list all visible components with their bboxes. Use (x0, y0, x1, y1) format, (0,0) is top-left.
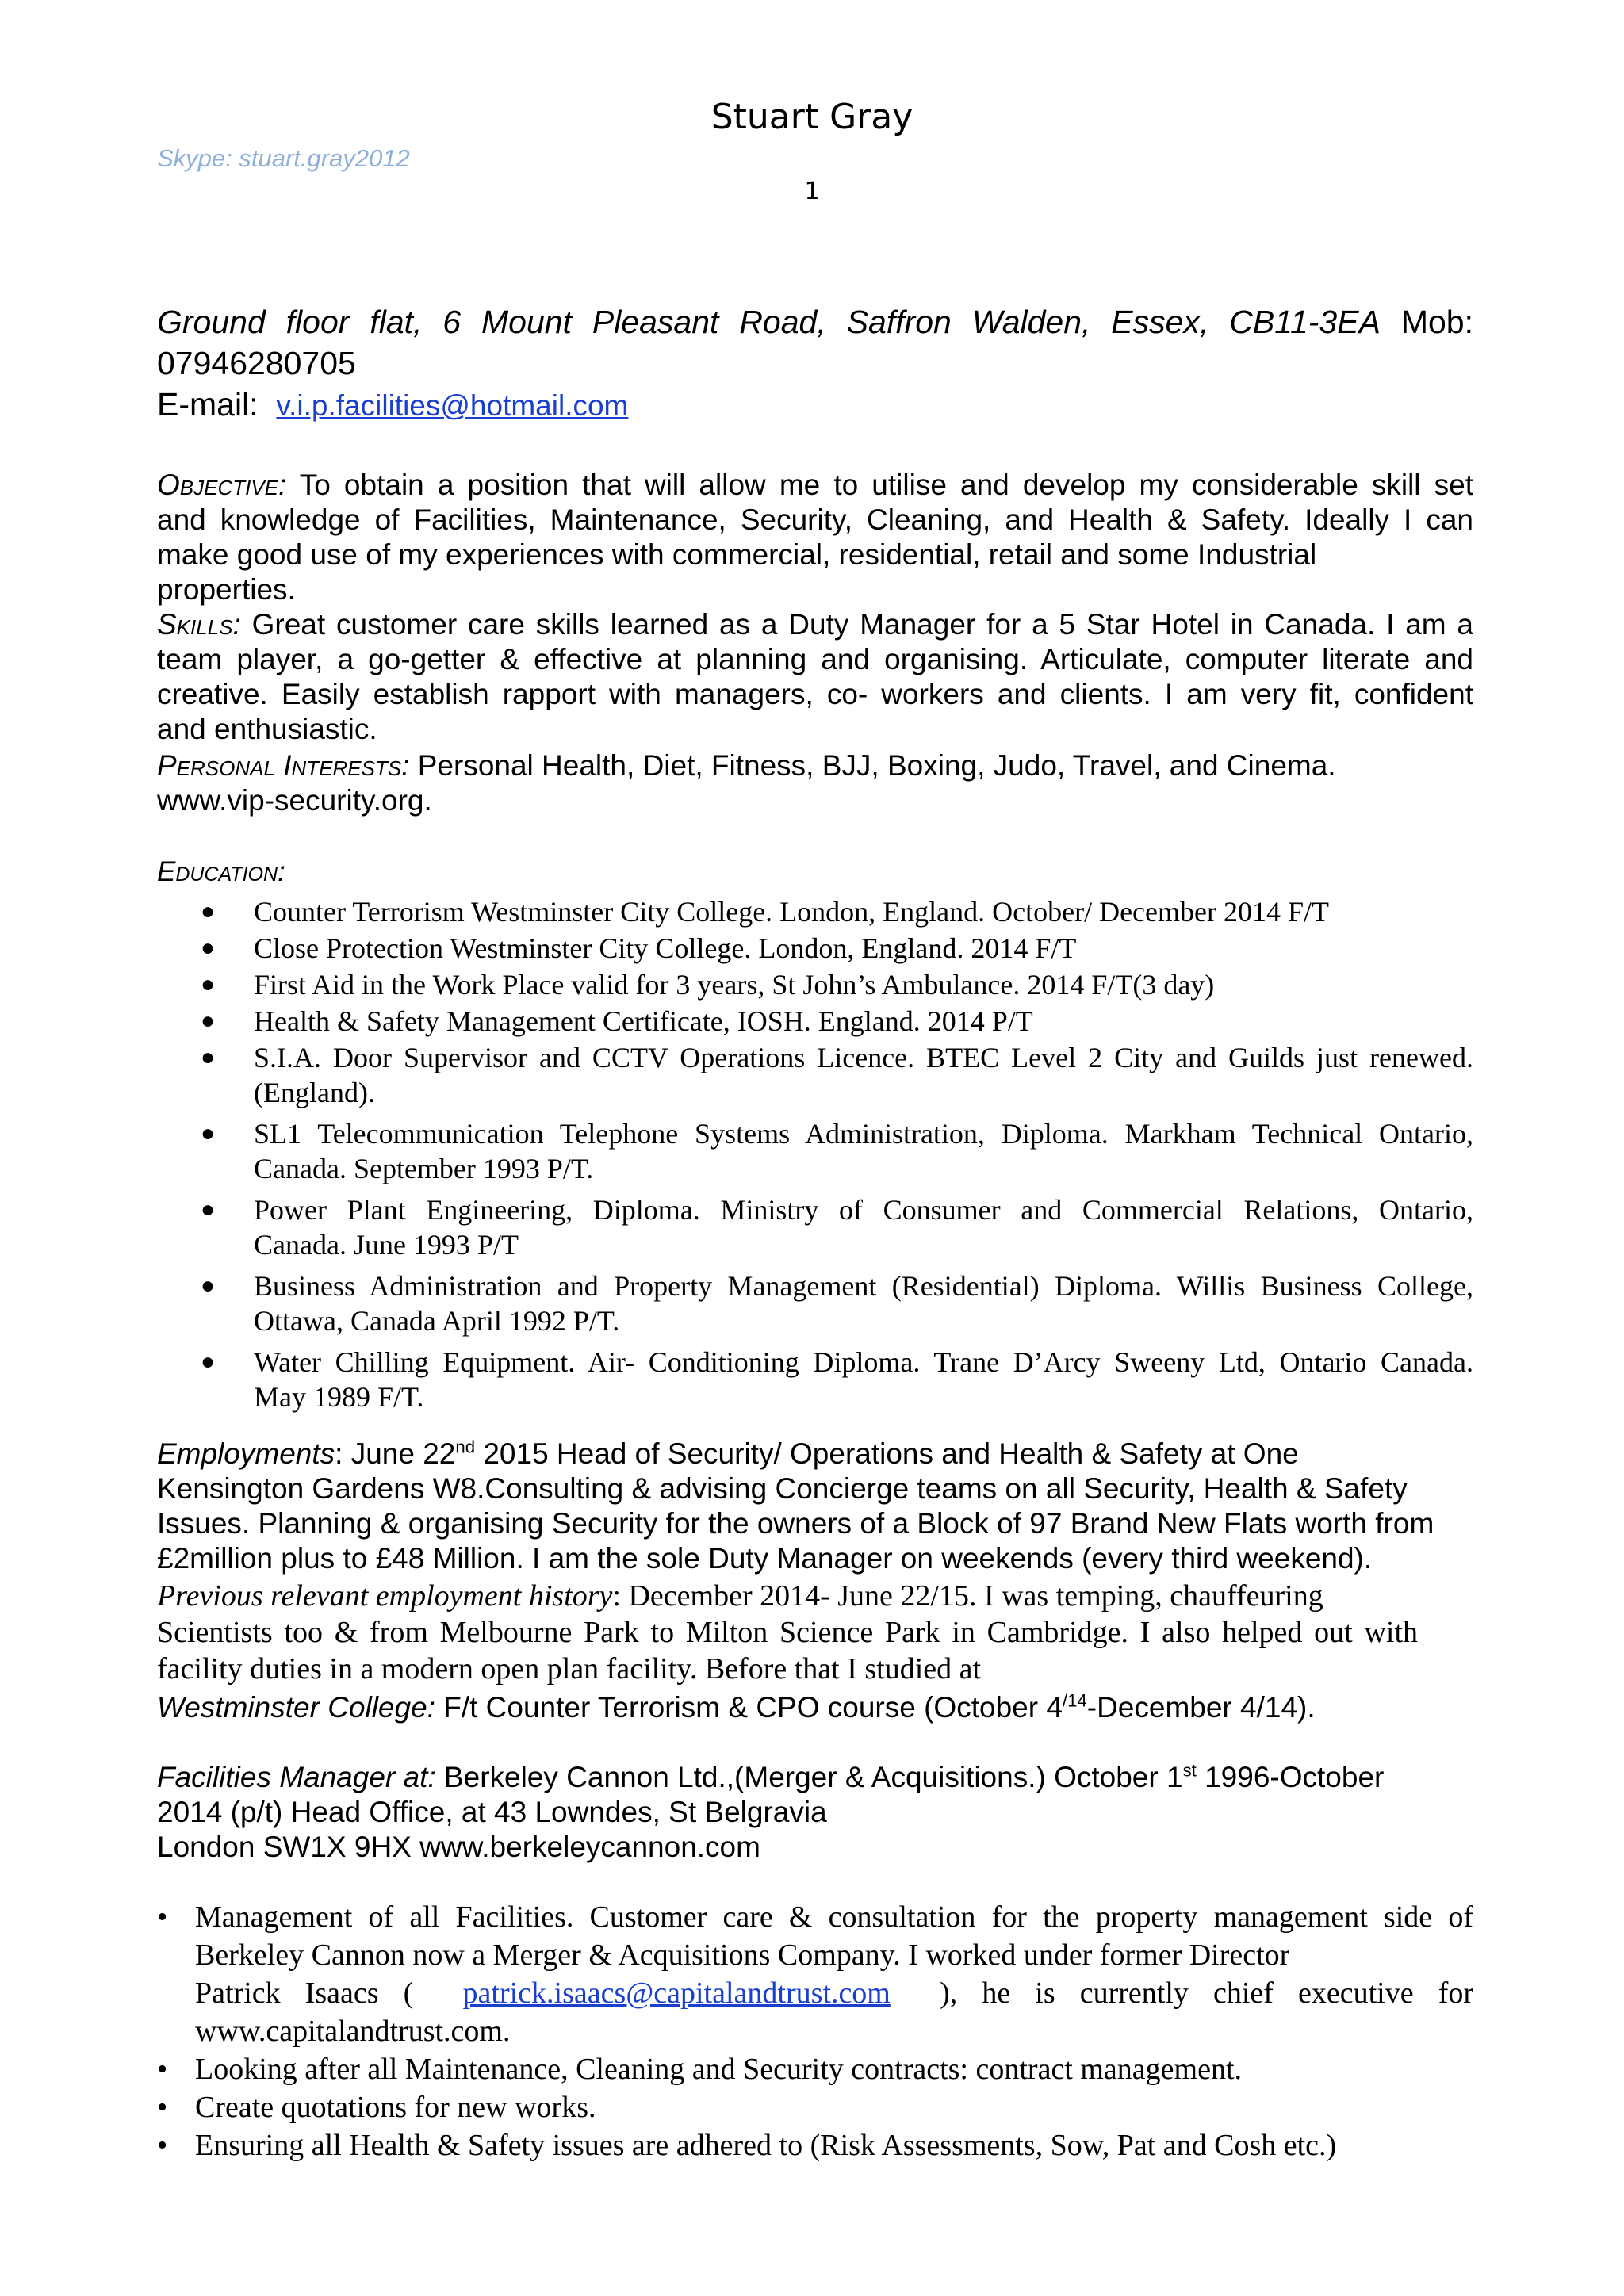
skills-line: and enthusiastic. (157, 713, 377, 745)
education-list (157, 894, 1473, 1414)
skills-line: team player, a go-getter & effective at planning and organising. Articulate, computer literate and (157, 643, 1473, 675)
bullet-icon: • (157, 2091, 168, 2124)
page-number: 1 (804, 178, 820, 205)
duty-item: • Management of all Facilities. Customer care & consultation for the property management side of Berkeley Cannon now a Merger & Acquisitions Company. I worked under former Director Patrick Isaacs ( patrick.isaacs@capitalandtrust.com ), he is currently chief executive for www.capitalandtrust.com. (157, 1898, 1473, 2050)
education-item: ● Water Chilling Equipment. Air- Conditioning Diploma. Trane D’Arcy Sweeny Ltd, Ontario Canada. May 1989 F/T. (201, 1346, 1473, 1413)
facilities-line: London SW1X 9HX www.berkeleycannon.com (157, 1831, 760, 1863)
education-item: ● S.I.A. Door Supervisor and CCTV Operations Licence. BTEC Level 2 City and Guilds just renewed. (England). (201, 1042, 1473, 1108)
objective-section (157, 468, 1473, 607)
facilities-label: Facilities Manager at: (157, 1761, 436, 1793)
education-item: ● SL1 Telecommunication Telephone Systems Administration, Diploma. Markham Technical Ontario, Canada. September 1993 P/T. (201, 1118, 1473, 1184)
mobile-number: 07946280705 (157, 345, 356, 381)
skype-id: Skype: stuart.gray2012 (157, 144, 410, 172)
objective-line: properties. (157, 573, 296, 606)
education-item: ● Power Plant Engineering, Diploma. Ministry of Consumer and Commercial Relations, Ontario, Canada. June 1993 P/T (201, 1194, 1473, 1261)
address-line (157, 301, 1473, 342)
previous-label: Previous relevant employment history (157, 1579, 613, 1613)
email-link[interactable]: v.i.p.facilities@hotmail.com (276, 389, 629, 422)
westminster-line: Westminster College: F/t Counter Terrorism & CPO course (October $4^{/14}$-December 4/14). (157, 1690, 1316, 1724)
bullet-icon: ● (201, 935, 216, 961)
director-email-link[interactable]: patrick.isaacs@capitalandtrust.com (462, 1976, 891, 2010)
employment-line: £2million plus to £48 Million. I am the sole Duty Manager on weekends (every third weekend). (157, 1542, 1373, 1575)
bullet-icon: ● (201, 1272, 216, 1299)
email-label: E-mail: (157, 386, 259, 423)
westminster-label: Westminster College: (157, 1691, 435, 1724)
education-section (157, 894, 1473, 1416)
bullet-icon: ● (201, 971, 216, 997)
interests-line: Personal Interests: Personal Health, Diet, Fitness, BJJ, Boxing, Judo, Travel, and Cinema. (157, 749, 1336, 782)
facilities-line: Facilities Manager at: Berkeley Cannon Ltd.,(Merger & Acquisitions.) October 1st 1996-October (157, 1760, 1385, 1793)
objective-label: Objective: (157, 469, 287, 501)
objective-line: and knowledge of Facilities, Maintenance, Security, Cleaning, and Health & Safety. Ideally I can (157, 503, 1473, 536)
bullet-icon: ● (201, 898, 216, 924)
bullet-icon: • (157, 2053, 168, 2086)
mob-label: Mob: (1400, 304, 1473, 340)
address: Ground floor flat, 6 Mount Pleasant Road, Saffron Walden, Essex, CB11-3EA (157, 304, 1381, 340)
contact-block (157, 301, 1473, 427)
previous-employment (157, 1578, 1418, 1687)
email-line (157, 384, 1473, 427)
facilities-duties (157, 1898, 1473, 2164)
duties-list (157, 1898, 1473, 2164)
employment-label: Employments (157, 1437, 335, 1470)
education-item: ● First Aid in the Work Place valid for 3 years, St John’s Ambulance. 2014 F/T(3 day) (201, 969, 1215, 1001)
skills-section (157, 607, 1473, 747)
skills-label: Skills: (157, 608, 241, 641)
skills-line: Skills: Great customer care skills learned as a Duty Manager for a 5 Star Hotel in Canada. I am a (157, 608, 1473, 641)
bullet-icon: ● (201, 1120, 216, 1146)
skills-line: creative. Easily establish rapport with managers, co- workers and clients. I am very fit, confident (157, 678, 1473, 710)
education-item: ● Counter Terrorism Westminster City College. London, England. October/ December 2014 F/T (201, 896, 1329, 928)
education-item: ● Close Protection Westminster City College. London, England. 2014 F/T (201, 932, 1077, 964)
interests-section (157, 748, 1473, 818)
education-item: ● Business Administration and Property Management (Residential) Diploma. Willis Business College, Ottawa, Canada April 1992 P/T. (201, 1270, 1473, 1337)
facilities-line: 2014 (p/t) Head Office, at 43 Lowndes, St Belgravia (157, 1796, 827, 1828)
education-heading: Education: (157, 856, 285, 887)
duty-item: • Create quotations for new works. (157, 2088, 1473, 2126)
bullet-icon: ● (201, 1349, 216, 1375)
interests-line: www.vip-security.org. (157, 784, 432, 817)
previous-line: Scientists too & from Melbourne Park to Milton Science Park in Cambridge. I also helped out with (157, 1616, 1418, 1649)
objective-line: Objective: To obtain a position that will allow me to utilise and develop my considerable skill set (157, 469, 1473, 501)
employment-line: Issues. Planning & organising Security for the owners of a Block of 97 Brand New Flats worth from (157, 1507, 1434, 1540)
bullet-icon: • (157, 1900, 168, 1934)
employment-line: Employments: June 22nd 2015 Head of Security/ Operations and Health & Safety at One (157, 1437, 1299, 1470)
objective-line: make good use of my experiences with commercial, residential, retail and some Industrial (157, 538, 1317, 571)
bullet-icon: • (157, 2129, 168, 2162)
bullet-icon: ● (201, 1008, 216, 1034)
previous-line: Previous relevant employment history: December 2014- June 22/15. I was temping, chauffeuring (157, 1579, 1323, 1613)
resume-owner-name: Stuart Gray (710, 97, 914, 137)
previous-line: facility duties in a modern open plan facility. Before that I studied at (157, 1652, 982, 1686)
employment-line: Kensington Gardens W8.Consulting & advising Concierge teams on all Security, Health & Safety (157, 1472, 1408, 1505)
bullet-icon: ● (201, 1044, 216, 1070)
employment-section (157, 1437, 1473, 1576)
education-item: ● Health & Safety Management Certificate, IOSH. England. 2014 P/T (201, 1005, 1033, 1037)
interests-label: Personal Interests: (157, 749, 410, 782)
duty-item: • Ensuring all Health & Safety issues are adhered to (Risk Assessments, Sow, Pat and Cosh etc.) (157, 2126, 1473, 2164)
facilities-section (157, 1760, 1473, 1865)
bullet-icon: ● (201, 1196, 216, 1223)
duty-item: • Looking after all Maintenance, Cleaning and Security contracts: contract management. (157, 2050, 1473, 2088)
